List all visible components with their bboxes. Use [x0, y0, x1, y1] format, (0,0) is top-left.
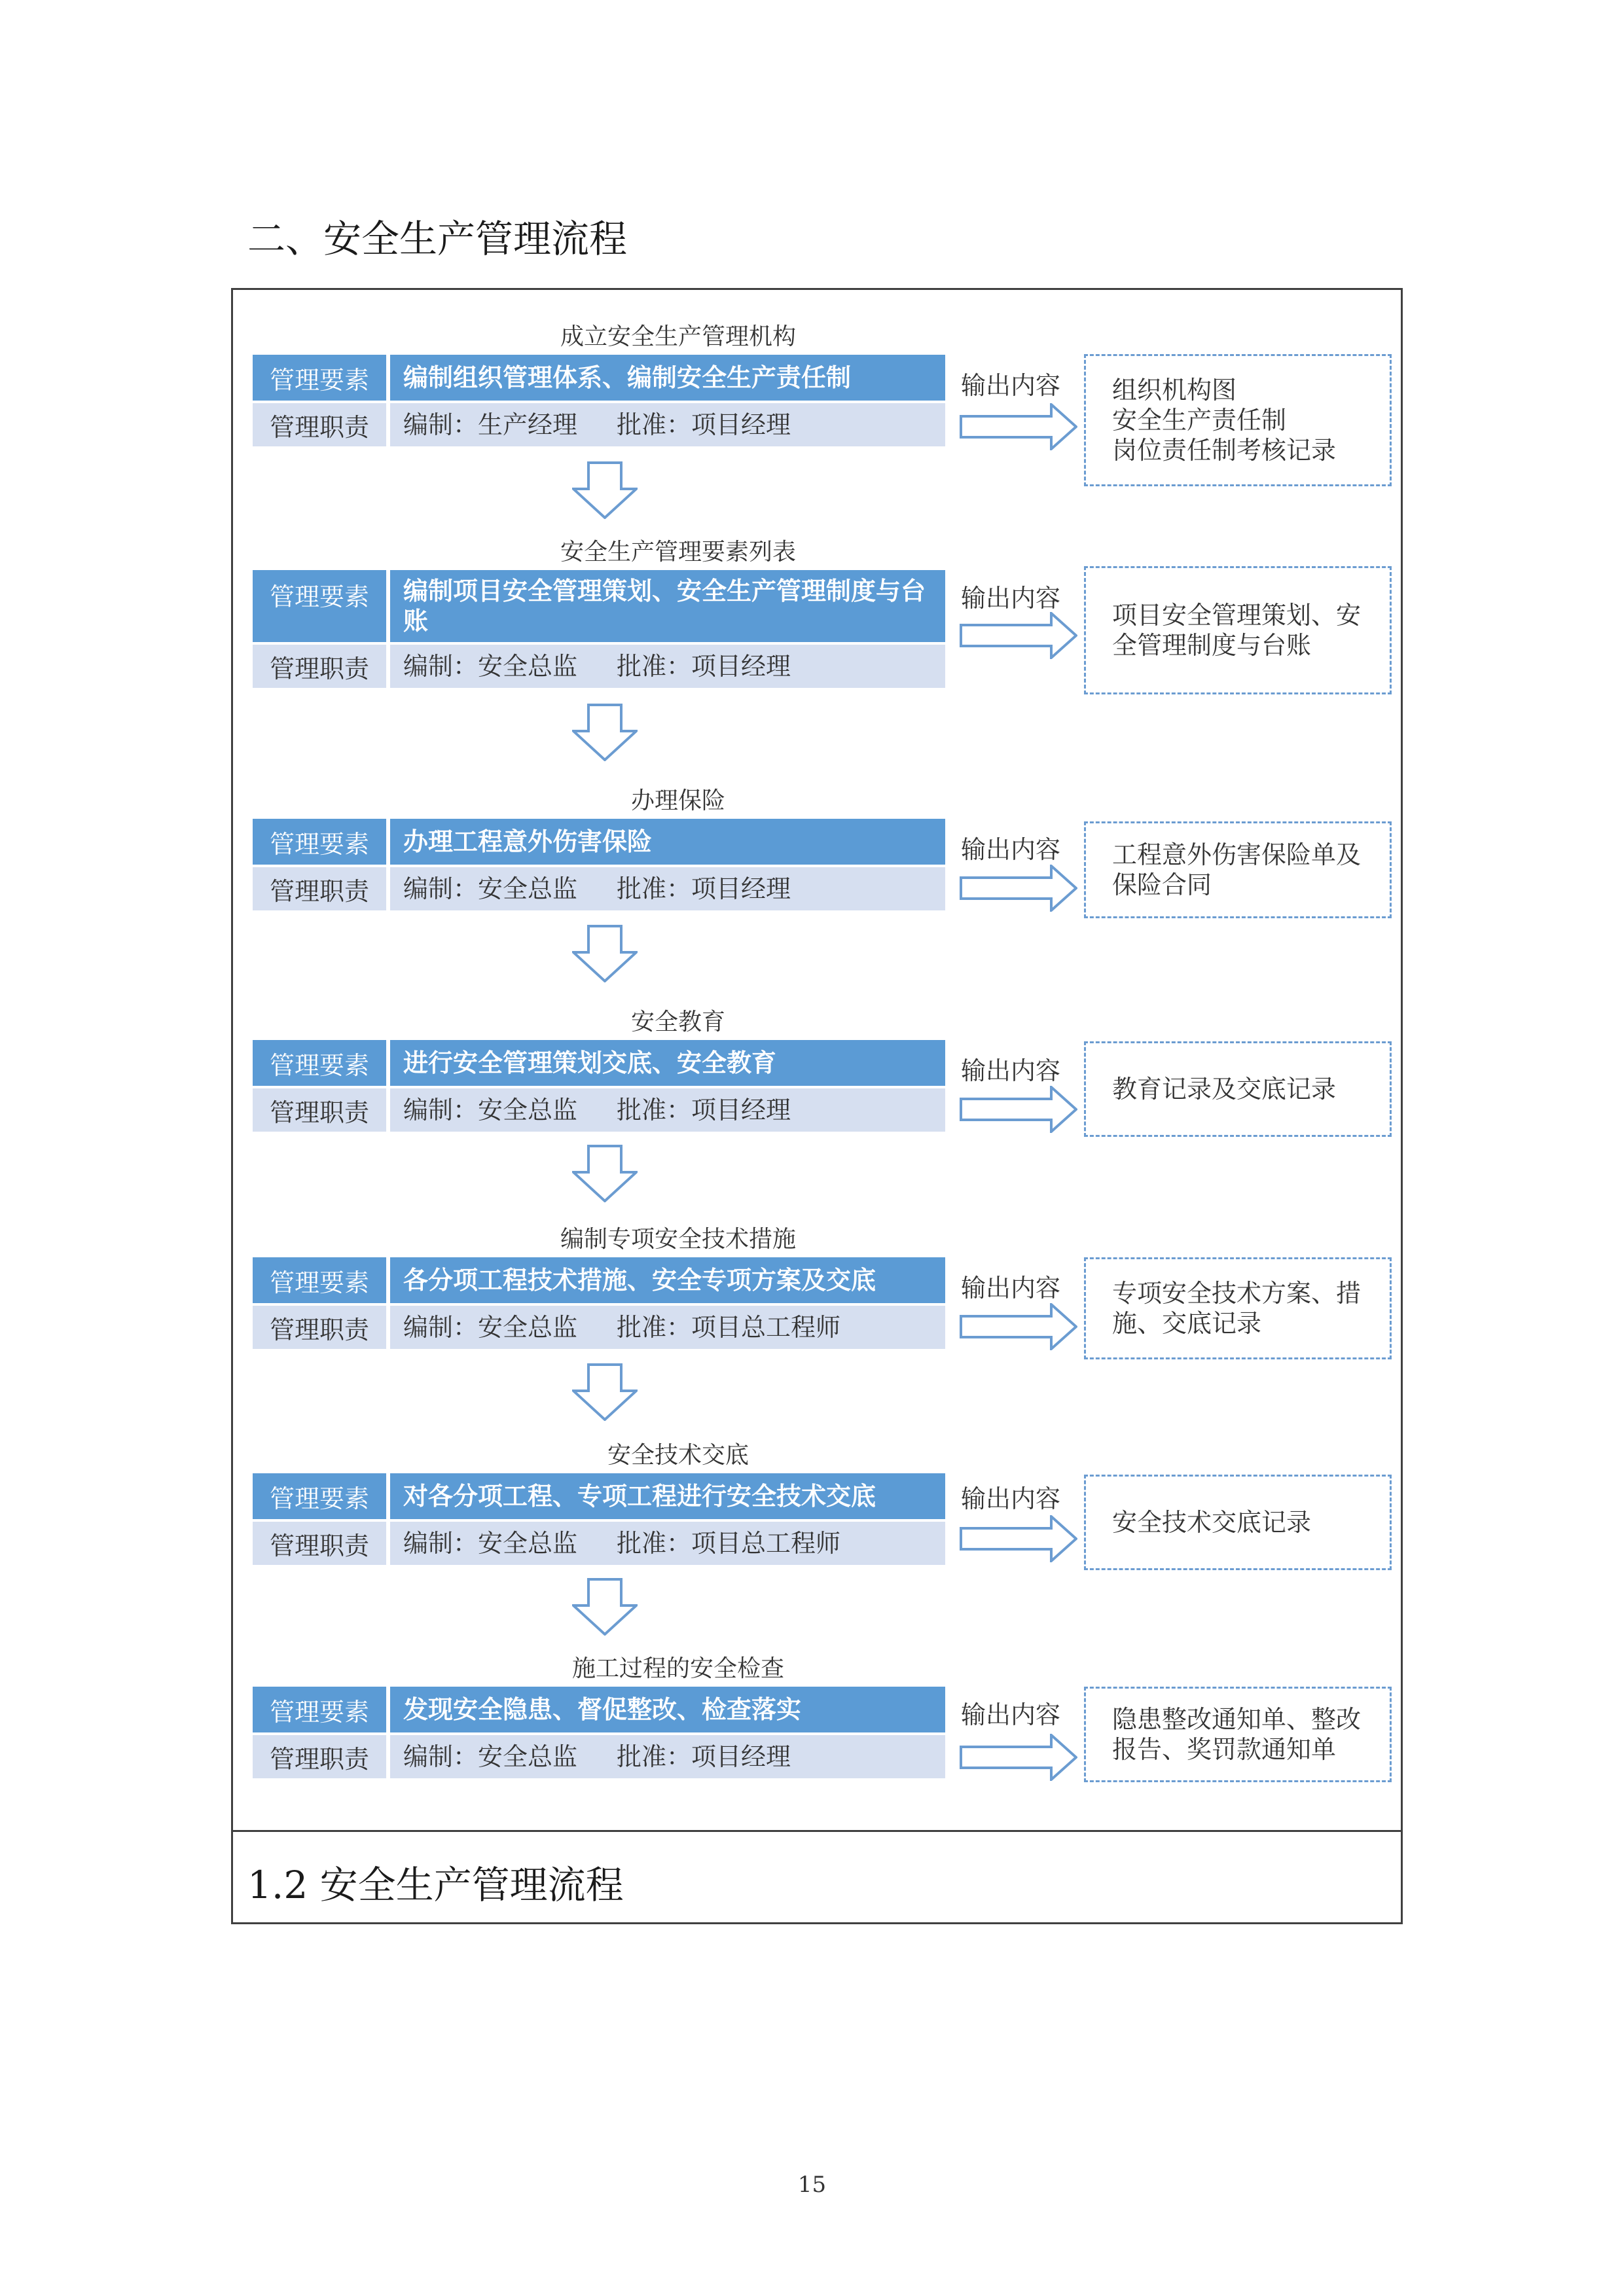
step-title: 安全教育 [630, 1009, 725, 1035]
output-box [1084, 566, 1392, 694]
down-arrow-icon [572, 925, 638, 982]
figure-caption: 1.2 安全生产管理流程 [247, 1863, 624, 1907]
step-title: 安全生产管理要素列表 [560, 539, 796, 565]
right-arrow-icon [960, 865, 1077, 912]
element-value: 各分项工程技术措施、安全专项方案及交底 [403, 1265, 876, 1295]
duty-approve: 批准：项目总工程师 [617, 1313, 841, 1342]
output-line: 安全技术交底记录 [1112, 1508, 1312, 1537]
duty-prepare: 编制：安全总监 [403, 1742, 578, 1771]
output-label: 输出内容 [961, 584, 1061, 613]
element-value: 对各分项工程、专项工程进行安全技术交底 [403, 1481, 876, 1511]
duty-value [390, 1522, 945, 1565]
duty-approve: 批准：项目经理 [617, 652, 791, 681]
duty-prepare: 编制：安全总监 [403, 652, 578, 681]
duty-prepare: 编制：安全总监 [403, 1529, 578, 1558]
output-line: 岗位责任制考核记录 [1112, 436, 1337, 465]
output-box [1084, 1257, 1392, 1359]
step-title: 编制专项安全技术措施 [560, 1226, 796, 1253]
duty-label: 管理职责 [253, 867, 390, 910]
management-duty-row [253, 1306, 945, 1349]
duty-prepare: 编制：安全总监 [403, 1096, 578, 1124]
duty-value [390, 403, 945, 446]
element-label: 管理要素 [253, 1257, 390, 1303]
element-value: 办理工程意外伤害保险 [403, 827, 653, 856]
right-arrow-icon [960, 1303, 1077, 1350]
duty-prepare: 编制：生产经理 [403, 410, 578, 439]
management-element-row [253, 819, 945, 865]
duty-value [390, 1735, 945, 1778]
element-label: 管理要素 [253, 355, 390, 401]
duty-label: 管理职责 [253, 1088, 390, 1132]
management-duty-row [253, 403, 945, 446]
duty-value [390, 1088, 945, 1132]
output-label: 输出内容 [961, 371, 1061, 400]
output-label: 输出内容 [961, 1484, 1061, 1513]
element-value: 发现安全隐患、督促整改、检查落实 [403, 1695, 802, 1724]
duty-approve: 批准：项目经理 [617, 1096, 791, 1124]
duty-approve: 批准：项目经理 [617, 410, 791, 439]
down-arrow-icon [572, 461, 638, 519]
caption-divider [233, 1830, 1401, 1832]
duty-prepare: 编制：安全总监 [403, 874, 578, 903]
output-line: 隐患整改通知单、整改报告、奖罚款通知单 [1112, 1705, 1362, 1764]
management-duty-row [253, 645, 945, 688]
management-element-row [253, 1040, 945, 1086]
element-label: 管理要素 [253, 1687, 390, 1732]
down-arrow-icon [572, 1145, 638, 1202]
output-line: 工程意外伤害保险单及保险合同 [1112, 840, 1362, 899]
output-label: 输出内容 [961, 835, 1061, 864]
management-duty-row [253, 1522, 945, 1565]
output-label: 输出内容 [961, 1700, 1061, 1729]
output-line: 项目安全管理策划、安全管理制度与台账 [1112, 601, 1362, 660]
page-number: 15 [797, 2172, 827, 2198]
output-box [1084, 1687, 1392, 1782]
management-element-row [253, 1473, 945, 1519]
output-line: 组织机构图 [1112, 376, 1237, 404]
duty-value [390, 1306, 945, 1349]
element-label: 管理要素 [253, 1040, 390, 1086]
management-element-row [253, 570, 945, 642]
down-arrow-icon [572, 704, 638, 761]
management-element-row [253, 355, 945, 401]
output-box [1084, 1475, 1392, 1570]
duty-label: 管理职责 [253, 1522, 390, 1565]
element-label: 管理要素 [253, 819, 390, 865]
management-element-row [253, 1687, 945, 1732]
duty-approve: 批准：项目经理 [617, 874, 791, 903]
duty-approve: 批准：项目经理 [617, 1742, 791, 1771]
element-value: 编制项目安全管理策划、安全生产管理制度与台账 [403, 576, 926, 636]
step-title: 安全技术交底 [607, 1442, 749, 1469]
right-arrow-icon [960, 403, 1077, 450]
step-title: 办理保险 [630, 787, 725, 814]
duty-value [390, 867, 945, 910]
step-title: 成立安全生产管理机构 [560, 323, 796, 350]
duty-label: 管理职责 [253, 1306, 390, 1349]
management-duty-row [253, 1088, 945, 1132]
element-label: 管理要素 [253, 1473, 390, 1519]
step-title: 施工过程的安全检查 [571, 1655, 784, 1682]
duty-value [390, 645, 945, 688]
right-arrow-icon [960, 1734, 1077, 1781]
management-duty-row [253, 1735, 945, 1778]
duty-label: 管理职责 [253, 403, 390, 446]
output-box [1084, 1041, 1392, 1137]
output-label: 输出内容 [961, 1056, 1061, 1085]
output-box [1084, 821, 1392, 918]
element-value: 进行安全管理策划交底、安全教育 [403, 1048, 777, 1077]
duty-label: 管理职责 [253, 645, 390, 688]
right-arrow-icon [960, 1515, 1077, 1562]
right-arrow-icon [960, 612, 1077, 659]
element-value: 编制组织管理体系、编制安全生产责任制 [403, 363, 852, 392]
output-line: 教育记录及交底记录 [1112, 1075, 1337, 1103]
duty-prepare: 编制：安全总监 [403, 1313, 578, 1342]
down-arrow-icon [572, 1363, 638, 1421]
output-label: 输出内容 [961, 1274, 1061, 1302]
management-element-row [253, 1257, 945, 1303]
output-line: 专项安全技术方案、措施、交底记录 [1112, 1279, 1362, 1338]
duty-approve: 批准：项目总工程师 [617, 1529, 841, 1558]
duty-label: 管理职责 [253, 1735, 390, 1778]
management-duty-row [253, 867, 945, 910]
output-box [1084, 354, 1392, 486]
element-label: 管理要素 [253, 570, 390, 642]
section-heading: 二、安全生产管理流程 [247, 217, 628, 261]
right-arrow-icon [960, 1086, 1077, 1133]
output-line: 安全生产责任制 [1112, 406, 1287, 435]
flowchart-frame [231, 288, 1403, 1924]
down-arrow-icon [572, 1578, 638, 1636]
